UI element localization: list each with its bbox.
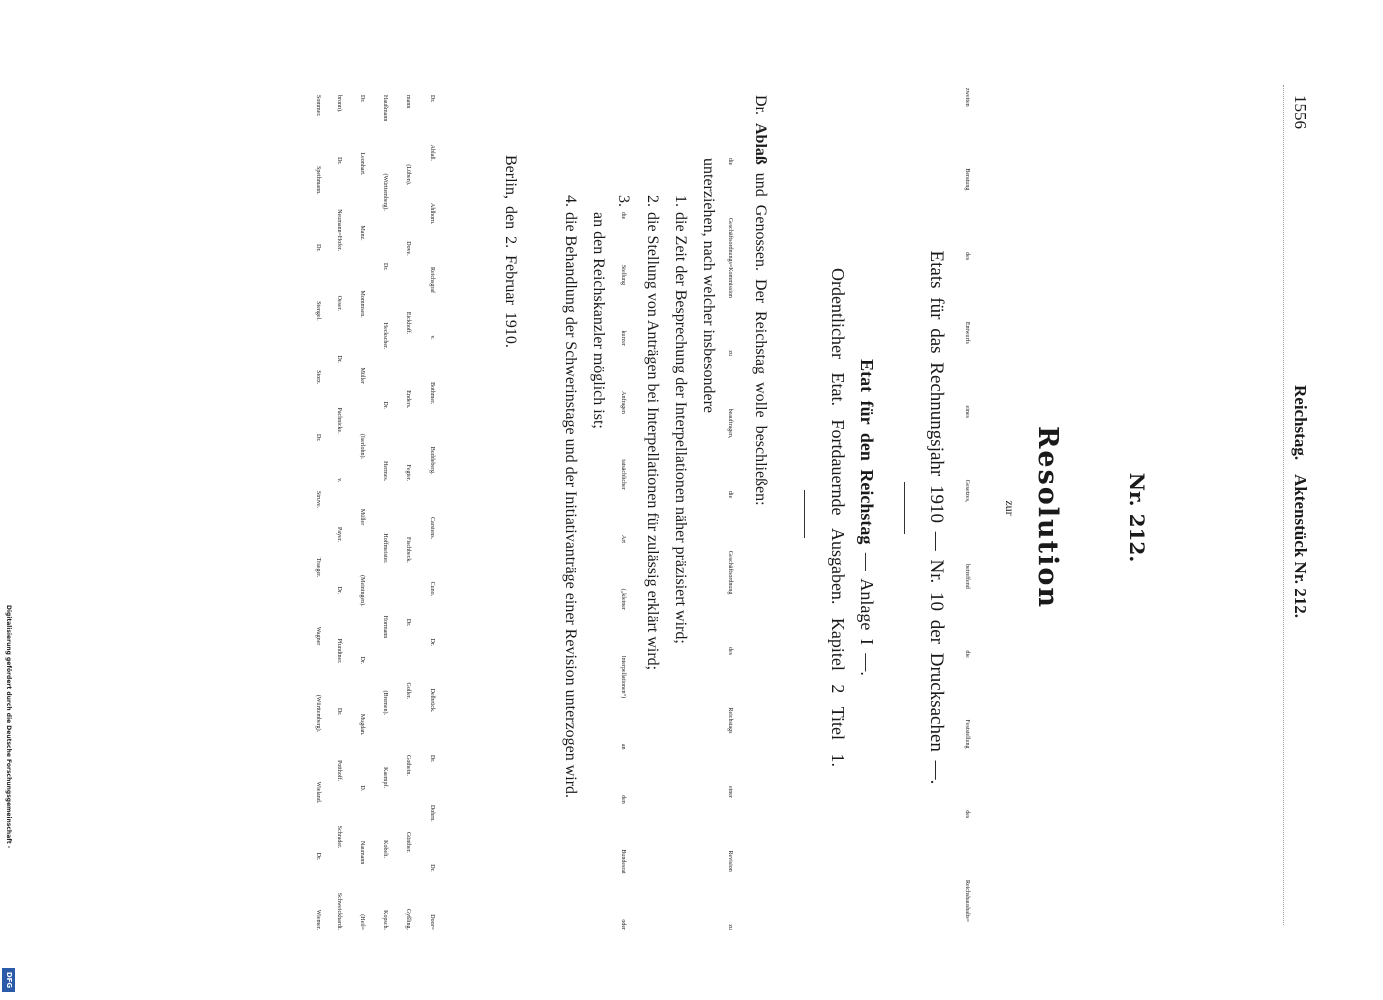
item-number: 1.: [672, 195, 689, 207]
item-number: 4.: [562, 195, 579, 207]
item-text-line: die Stellung von Anträgen bei Interpellationen für zulässig erklärt wird;: [644, 212, 661, 671]
signature-line: mann (Lüben). Dove. Eickhoff. Enders. Fegter. Fischbeck. Dr. Goller. Gothein. Günther. Gyßling.: [405, 95, 411, 930]
motion-text-line: die Geschäftsordnungs=Kommission zu beauftragen, die Geschäftsordnung des Reichstags einer Revision zu: [727, 158, 733, 930]
section-divider: [904, 482, 905, 534]
item-number: 3.: [615, 195, 632, 207]
item-text-line: die Behandlung der Schwerinstage und der Initiativanträge einer Revision unterzogen wird.: [562, 212, 579, 799]
signature-line: Dr. Leonhart. Manz. Mommsen. Müller (Iserlohn). Müller (Meiningen). Dr. Mugdan. D. Naumann (Heil=: [359, 95, 365, 930]
signature-line: Dr. Ablaß. Ahlhorn. Reichsgraf v. Bothmer. Buddeberg. Carstens. Cuno. Dr. Delbrück. Dr. Dohrn. Dr. Door=: [429, 95, 435, 930]
item-text-line: an den Reichskanzler möglich ist;: [590, 212, 607, 429]
header-publication: Reichstag.: [1291, 385, 1310, 461]
budget-section: Ordentlicher Etat. Fortdauernde Ausgaben. Kapitel 2 Titel 1.: [828, 268, 848, 767]
header-document-label: Aktenstück Nr. 212.: [1291, 474, 1310, 618]
section-divider: [804, 490, 805, 538]
subject-line-2: Etats für das Rechnungsjahr 1910 — Nr. 10 der Drucksachen —.: [926, 250, 947, 785]
item-text-line: die Stellung kurzer Anfragen tatsächlicher Art („kleiner Interpellationen“) an den Bundesrat oder: [620, 212, 626, 930]
header-title: [1290, 385, 1310, 618]
dfg-logo: DFG: [2, 968, 15, 992]
mover-name: Ablaß: [752, 123, 769, 165]
heading-connector: zur: [1003, 500, 1017, 516]
document-heading: Resolution: [1032, 425, 1063, 610]
funding-note: Digitalisierung gefördert durch die Deutsche Forschungsgemeinschaft -: [5, 605, 12, 849]
budget-annex: — Anlage I —.: [857, 552, 877, 676]
header-dotted-rule: [1283, 85, 1284, 925]
mover-prefix: Dr.: [752, 95, 769, 115]
page-number: 1556: [1291, 95, 1310, 129]
document-number: Nr. 212.: [1125, 472, 1149, 563]
signature-line: bronn). Dr. Neumann=Hofer. Oeser. Dr. Pachnicke. v. Payer. Dr. Pfundtner. Dr. Potthoff. Schrader. Schweickhardt.: [336, 95, 342, 930]
item-number: 2.: [644, 195, 661, 207]
budget-title-line: [855, 95, 879, 940]
motion-intro: [750, 95, 770, 506]
motion-intro-text: und Genossen. Der Reichstag wolle beschließen:: [752, 172, 769, 506]
signature-line: Haußmann (Württemberg). Dr. Heckscher. Dr. Hermes. Hoffmeister. Hormann (Bremen). Kaempf. Kobelt. Kopsch.: [382, 95, 388, 930]
subject-line-1: zweiten Beratung des Entwurfs eines Gesetzes, betreffend die Feststellung des Reichshaushalts=: [964, 88, 970, 922]
item-text-line: die Zeit der Besprechung der Interpellationen näher präzisiert wird;: [672, 212, 689, 644]
date-line: Berlin, den 2. Februar 1910.: [502, 155, 519, 348]
signature-line: Sommer. Spethmann. Dr. Stengel. Storz. Dr. Struve. Traeger. Wagner (Württemberg). Wieland. Dr. Wiemer.: [315, 95, 321, 930]
budget-title: Etat für den Reichstag: [857, 359, 877, 545]
motion-text-line: unterziehen, nach welcher insbesondere: [700, 158, 717, 413]
